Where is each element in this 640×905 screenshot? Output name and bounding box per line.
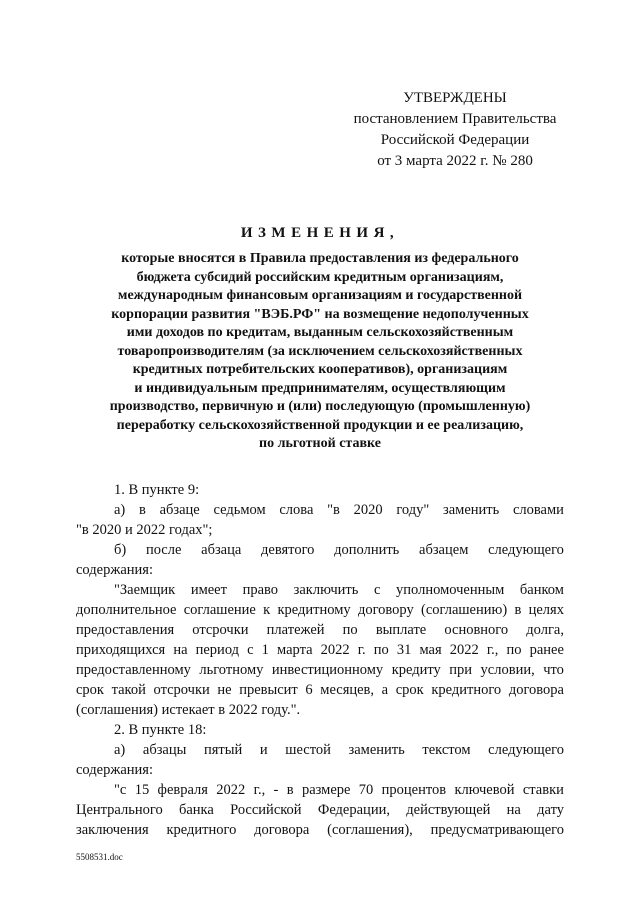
word: февраля	[157, 782, 208, 798]
word: б)	[114, 542, 127, 558]
word: заключения	[76, 822, 149, 838]
word: Центрального	[76, 802, 163, 818]
clause-1a-line: "в 2020 и 2022 годах";	[76, 522, 213, 538]
word: слова	[279, 502, 314, 518]
subtitle-line: по льготной ставке	[259, 436, 381, 451]
word: долга,	[526, 622, 564, 638]
word: на	[173, 642, 188, 658]
word: заключить	[293, 582, 359, 598]
word: абзацем	[419, 542, 469, 558]
word: 1	[261, 642, 269, 658]
word: дату	[537, 802, 564, 818]
word: что	[543, 662, 564, 678]
clause-1b-line: содержания:	[76, 562, 154, 578]
word: условии,	[480, 662, 535, 678]
word: седьмом	[213, 502, 266, 518]
quote-1-line	[76, 640, 564, 660]
word: ключевой	[454, 782, 515, 798]
word: дополнительное	[76, 602, 177, 618]
subtitle-line: корпорации развития "ВЭБ.РФ" на возмещение недополученных	[111, 306, 529, 322]
word: период	[195, 642, 240, 658]
subtitle-line: международным финансовым организациям и государственной	[117, 288, 523, 303]
quote-1-line	[76, 660, 564, 680]
word: а	[381, 682, 389, 698]
word: банка	[178, 802, 214, 818]
word: приходящихся	[76, 642, 166, 658]
word: выплате	[375, 622, 427, 638]
word: словами	[512, 502, 564, 518]
subtitle-line: товаропроизводителям (за исключением сельскохозяйственных	[117, 343, 523, 359]
word: 6	[305, 682, 313, 698]
word: по	[342, 622, 358, 638]
subtitle-line: кредитных потребительских кооперативов), организациям	[132, 362, 508, 377]
word: срок	[76, 682, 104, 698]
approval-heading: УТВЕРЖДЕНЫ	[403, 90, 507, 106]
word: г.	[357, 642, 366, 658]
quote-1-line	[76, 600, 564, 620]
clause-2a-line	[114, 740, 564, 760]
quote-1-line	[114, 580, 564, 600]
word: основного	[444, 622, 509, 638]
word: а)	[114, 502, 126, 518]
word: следующего	[488, 542, 564, 558]
word: Федерации,	[317, 802, 390, 818]
word: право	[242, 582, 279, 598]
word: ставки	[522, 782, 564, 798]
word: уполномоченным	[396, 582, 505, 598]
word: абзаце	[159, 502, 200, 518]
word: кредитного	[166, 822, 237, 838]
word: к	[263, 602, 271, 618]
clause-2-heading: 2. В пункте 18:	[114, 722, 207, 738]
word: кредиту	[391, 662, 441, 678]
word: превысит	[239, 682, 298, 698]
word: размере	[301, 782, 351, 798]
word: 70	[358, 782, 374, 798]
word: кредитного	[431, 682, 502, 698]
word: "Заемщик	[114, 582, 176, 598]
quote-1-line: (соглашения) истекает в 2022 году.".	[76, 702, 301, 718]
subtitle-line: производство, первичную и (или) последующую (промышленную)	[109, 399, 531, 414]
word: абзацы	[142, 742, 187, 758]
word: марта	[277, 642, 313, 658]
quote-2-line	[114, 780, 564, 800]
word: в	[514, 602, 522, 618]
word: 31	[396, 642, 412, 658]
word: году"	[396, 502, 430, 518]
word: платежей	[266, 622, 325, 638]
subtitle-line: ими доходов по кредитам, выданным сельскохозяйственным	[126, 325, 514, 340]
document-title: ИЗМЕНЕНИЯ,	[240, 225, 400, 241]
word: отсрочки	[192, 622, 249, 638]
word: соглашение	[183, 602, 256, 618]
approval-date: от 3 марта 2022 г. № 280	[377, 153, 533, 169]
word: с	[247, 642, 254, 658]
quote-1-line	[76, 620, 564, 640]
word: после	[145, 542, 182, 558]
subtitle-line: которые вносятся в Правила предоставления из федерального	[121, 251, 519, 266]
approval-line: постановлением Правительства	[353, 111, 557, 127]
quote-1-line	[76, 680, 564, 700]
word: девятого	[261, 542, 315, 558]
word: инвестиционному	[271, 662, 384, 678]
word: и	[259, 742, 268, 758]
word: а)	[114, 742, 126, 758]
word: предоставленному	[76, 662, 191, 678]
word: текстом	[422, 742, 471, 758]
word: 15	[134, 782, 150, 798]
word: 2022	[320, 642, 350, 658]
subtitle-line: переработку сельскохозяйственной продукции и ее реализацию,	[116, 417, 524, 433]
subtitle-line: бюджета субсидий российским кредитным организациям,	[136, 269, 504, 285]
word: 2022	[449, 642, 479, 658]
word: кредитному	[277, 602, 351, 618]
word: г.,	[486, 642, 499, 658]
approval-line: Российской Федерации	[380, 132, 530, 148]
approval-block	[340, 88, 570, 172]
word: такой	[111, 682, 146, 698]
word: заменить	[443, 502, 500, 518]
word: банком	[519, 582, 564, 598]
word: 2022	[216, 782, 246, 798]
quote-2-line	[76, 820, 564, 840]
word: дополнить	[334, 542, 400, 558]
word: в	[286, 782, 294, 798]
word: месяцев,	[320, 682, 375, 698]
word: на	[506, 802, 521, 818]
clause-2a-line: содержания:	[76, 762, 154, 778]
word: льготному	[199, 662, 264, 678]
word: по	[373, 642, 389, 658]
word: предусматривающего	[430, 822, 564, 838]
word: (соглашению)	[421, 602, 508, 618]
word: шестой	[285, 742, 331, 758]
word: договору	[357, 602, 414, 618]
word: абзаца	[201, 542, 242, 558]
word: пятый	[204, 742, 243, 758]
word: процентов	[381, 782, 447, 798]
word: "с	[114, 782, 127, 798]
word: договора	[508, 682, 564, 698]
word: (соглашения),	[327, 822, 413, 838]
word: целях	[528, 602, 564, 618]
word: договора	[254, 822, 310, 838]
word: срок	[395, 682, 424, 698]
word: Российской	[230, 802, 302, 818]
word: 2020	[353, 502, 383, 518]
word: по	[506, 642, 522, 658]
word: в	[138, 502, 146, 518]
word: имеет	[190, 582, 227, 598]
file-name-footer: 5508531.doc	[76, 852, 123, 862]
document-subtitle	[40, 250, 600, 454]
word: отсрочки	[153, 682, 210, 698]
word: г.,	[253, 782, 266, 798]
word: следующего	[488, 742, 564, 758]
word: "в	[327, 502, 340, 518]
quote-2-line	[76, 800, 564, 820]
word: при	[449, 662, 473, 678]
word: предоставления	[76, 622, 175, 638]
clause-1-heading: 1. В пункте 9:	[114, 482, 200, 498]
word: мая	[419, 642, 442, 658]
subtitle-line: и индивидуальным предпринимателям, осуществляющим	[134, 380, 506, 396]
word: заменить	[348, 742, 405, 758]
word: действующей	[406, 802, 491, 818]
clause-1a-line	[114, 500, 564, 520]
word: -	[273, 782, 279, 798]
word: ранее	[529, 642, 564, 658]
word: не	[217, 682, 232, 698]
clause-1b-line	[114, 540, 564, 560]
word: с	[373, 582, 381, 598]
